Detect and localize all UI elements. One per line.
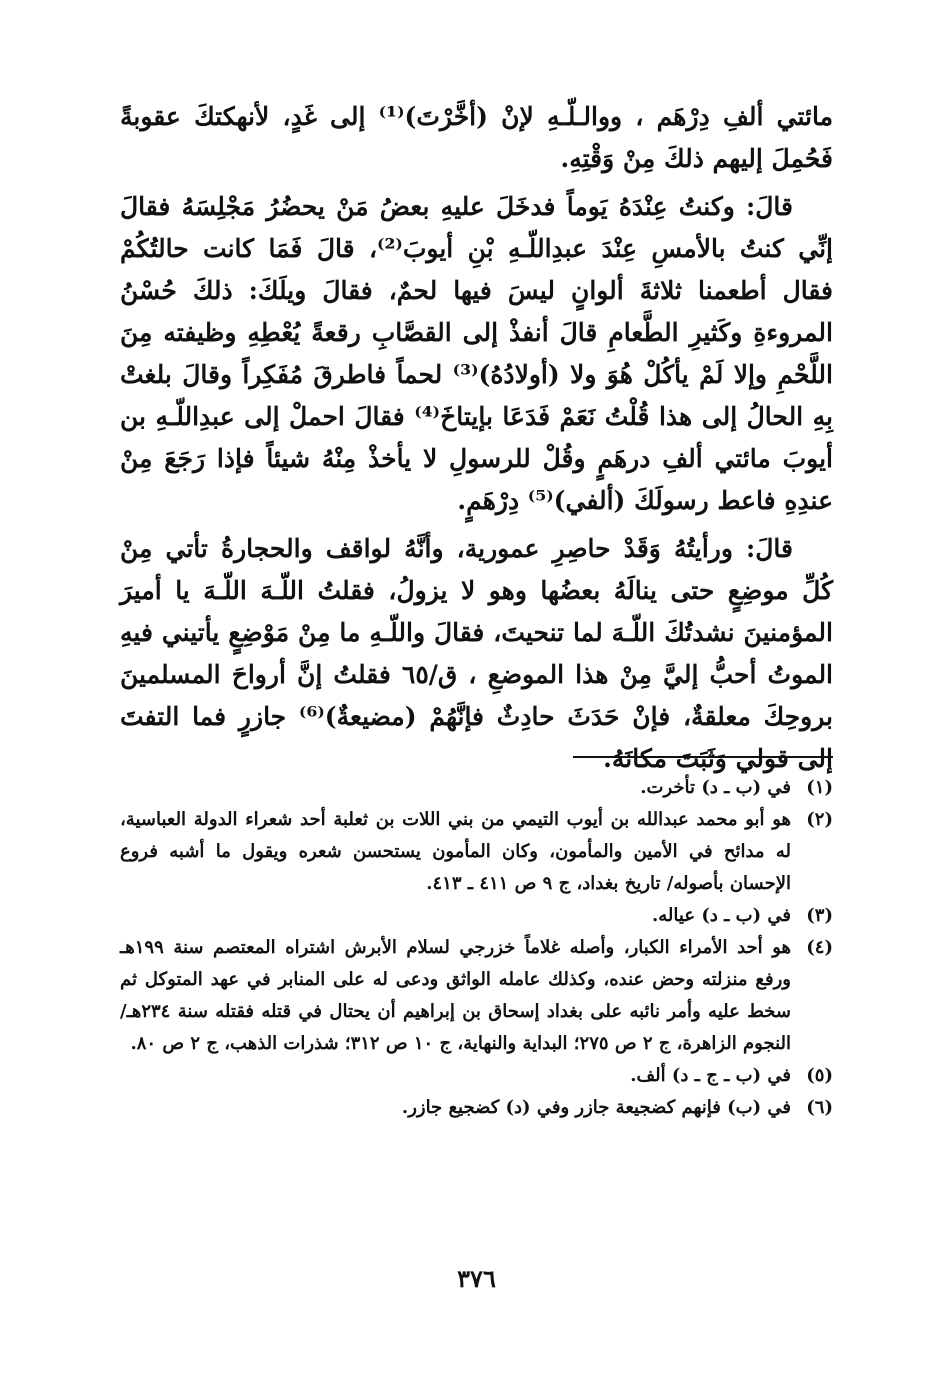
main-text xyxy=(120,96,833,780)
footnote-number: (٢) xyxy=(806,809,833,830)
footnote-text: هو أحد الأمراء الكبار، وأصله غلاماً خزرجي لسلام الأبرش اشتراه المعتصم سنة ١٩٩هـ ورفع منزلته وحض عنده، وكذلك عامله الواثق ودعى له على المنابر في عهد المتوكل ثم سخط عليه وأمر نائبه على بغداد إسحاق بن إبراهيم أن يحتال في قتله فقتله سنة ٢٣٤هـ/ النجوم الزاهرة، ج ٢ ص ٢٧٥؛ البداية والنهاية، ج ١٠ ص ٣١٢؛ شذرات الذهب، ج ٢ ص ٨٠. xyxy=(120,937,791,1054)
book-page xyxy=(120,96,833,1375)
footnote-number: (٦) xyxy=(806,1097,833,1118)
footnotes xyxy=(120,772,833,1124)
footnote-text: في (ب ـ د) تأخرت. xyxy=(640,777,791,798)
footnote-number: (١) xyxy=(806,777,833,798)
footnote-text: هو أبو محمد عبدالله بن أيوب التيمي من بني اللات بن ثعلبة أحد شعراء الدولة العباسية، له مدائح في الأمين والمأمون، وكان المأمون يستحسن شعره ويقول ما أشبه فروع الإحسان بأصوله/ تاريخ بغداد، ج ٩ ص ٤١١ ـ ٤١٣. xyxy=(120,809,791,894)
footnote-6 xyxy=(120,1092,833,1124)
footnote-text: في (ب) فإنهم كضجيعة جازر وفي (د) كضجيع جازر. xyxy=(401,1097,791,1118)
page-number: ٣٧٦ xyxy=(457,1264,496,1293)
footnote-2 xyxy=(120,804,833,900)
footnote-3 xyxy=(120,900,833,932)
footnote-number: (٣) xyxy=(806,905,833,926)
footnote-5 xyxy=(120,1060,833,1092)
footnote-text: في (ب ـ د) عياله. xyxy=(652,905,791,926)
footnote-separator xyxy=(573,756,833,758)
footnote-number: (٥) xyxy=(806,1065,833,1086)
paragraph-3: قالَ: ورأيتُهُ وَقَدْ حاصِرِ عمورية، وأنَّهُ لواقف والحجارةُ تأتي مِنْ كُلِّ موضِعٍ حتى ينالَهُ بعضُها وهو لا يزولُ، فقلتُ اللّـهَ اللّـهَ يا أميرَ المؤمنينَ نشدتُكَ اللّـهَ لما تنحيتَ، فقالَ واللّـهِ ما مِنْ مَوْضِعٍ يأتيني فيهِ الموتُ أحبُّ إليَّ مِنْ هذا الموضعِ ، ق/٦٥ فقلتُ إنَّ أرواحَ المسلمينَ بروحِكَ معلقةٌ، فإنْ حَدَثَ حادِثٌ فإنَّهُمْ (مضيعةٌ)⁽⁶⁾ جازرٍ فما التفتَ إلى قولي وَثَبَتَ مكانَهُ. xyxy=(120,534,834,773)
footnote-4 xyxy=(120,932,833,1060)
paragraph-1: مائتي ألفِ دِرْهَم ، ووالـلّـهِ لإنْ (أخَّرْتَ)⁽¹⁾ إلى غَدٍ، لأنهكتكَ عقوبةً فَحُمِلَ إليهم ذلكَ مِنْ وَقْتِهِ. xyxy=(120,102,833,173)
footnote-number: (٤) xyxy=(806,937,833,958)
footnote-1 xyxy=(120,772,833,804)
paragraph-2: قالَ: وكنتُ عِنْدَهُ يَوماً فدخَلَ عليهِ بعضُ مَنْ يحضُرُ مَجْلِسَهُ فقالَ إنِّي كنتُ بالأمسِ عِنْدَ عبدِاللّـهِ بْنِ أيوبَ⁽²⁾، قالَ فَمَا كانت حالتُكُمْ فقال أطعمنا ثلاثةَ ألوانٍ ليسَ فيها لحمٌ، فقالَ ويلَكَ: ذلكَ حُسْنُ المروءةِ وكَثيرِ الطَّعامِ قالَ أنفذْ إلى القصَّابِ رقعةً يُعْطِهِ وظيفته مِنَ اللَّحْمِ وإلا لَمْ يأكُلْ هُوَ ولا (أولادُهُ)⁽³⁾ لحماً فاطرقَ مُفَكِراً وقالَ بلغتْ بِهِ الحالُ إلى هذا قُلْتُ نَعَمْ فَدَعَا بإيتاخَ⁽⁴⁾ فقالَ احملْ إلى عبدِاللّـهِ بن أيوبَ مائتي ألفِ درهَمٍ وقُلْ للرسولِ لا يأخذْ مِنْهُ شيئاً فإذا رَجَعَ مِنْ عندِهِ فاعط رسولَكَ (ألفي)⁽⁵⁾ دِرْهَمٍ. xyxy=(120,192,834,515)
footnote-text: في (ب ـ ج ـ د) ألف. xyxy=(630,1065,791,1086)
